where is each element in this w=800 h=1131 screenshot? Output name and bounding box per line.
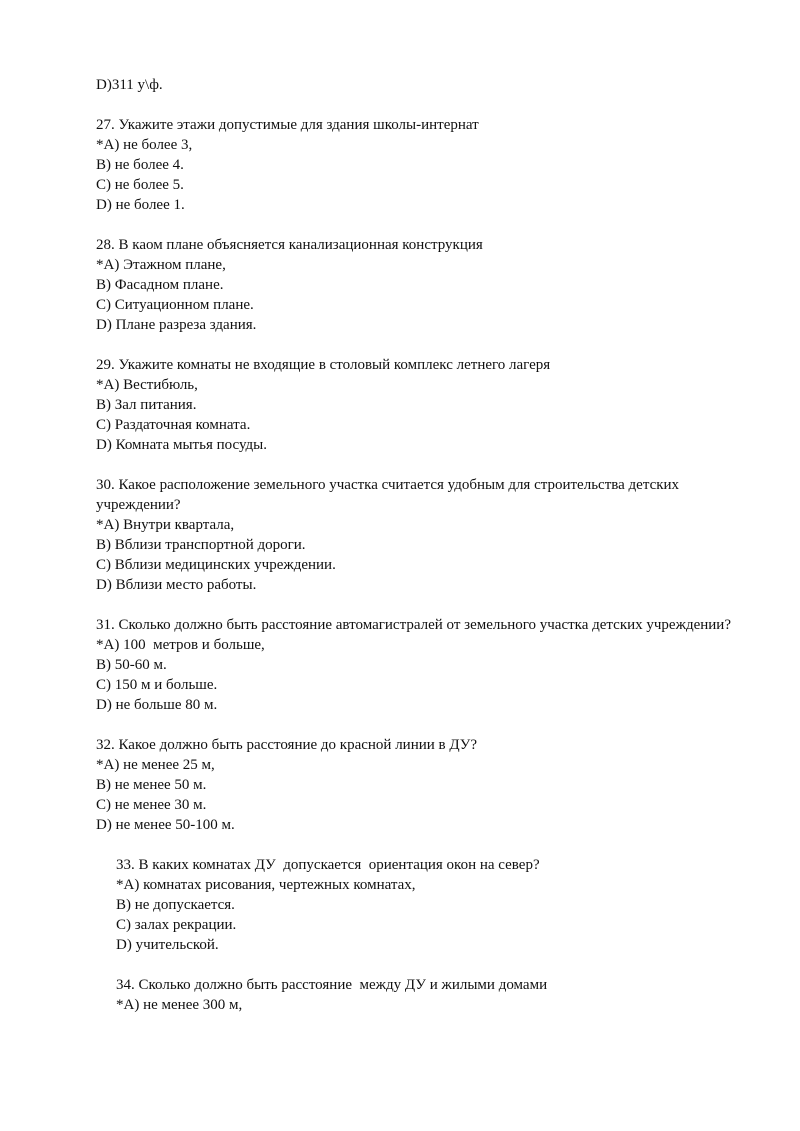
question-text: 27. Укажите этажи допустимые для здания школы-интернат xyxy=(96,117,479,133)
option-a: *A) не менее 300 м, xyxy=(116,997,243,1013)
question-text: 30. Какое расположение земельного участка считается удобным для строительства детских учреждении? xyxy=(96,477,683,513)
option-a: *A) Вестибюль, xyxy=(96,377,198,393)
option-d: D) не более 1. xyxy=(96,197,185,213)
option-b: B) 50-60 м. xyxy=(96,657,167,673)
question-block-34 xyxy=(96,975,736,1015)
question-block-27 xyxy=(96,115,736,215)
option-d: D) Плане разреза здания. xyxy=(96,317,257,333)
option-b: B) не более 4. xyxy=(96,157,184,173)
question-block-32 xyxy=(96,735,736,835)
option-c: C) залах рекрации. xyxy=(116,917,237,933)
option-c: C) не более 5. xyxy=(96,177,184,193)
option-b: B) Вблизи транспортной дороги. xyxy=(96,537,306,553)
option-d: D) не менее 50-100 м. xyxy=(96,817,235,833)
option-a: *A) не более 3, xyxy=(96,137,193,153)
question-text: 32. Какое должно быть расстояние до красной линии в ДУ? xyxy=(96,737,478,753)
option-a: *A) Внутри квартала, xyxy=(96,517,235,533)
question-text: 28. В каом плане объясняется канализационная конструкция xyxy=(96,237,483,253)
option-c: C) Раздаточная комната. xyxy=(96,417,251,433)
question-text: 33. В каких комнатах ДУ допускается ориентация окон на север? xyxy=(116,857,540,873)
option-d: D) Вблизи место работы. xyxy=(96,577,257,593)
option-c: C) Вблизи медицинских учреждении. xyxy=(96,557,336,573)
document-page xyxy=(96,75,736,1035)
option-c: C) Ситуационном плане. xyxy=(96,297,254,313)
option-c: C) 150 м и больше. xyxy=(96,677,218,693)
option-b: B) Фасадном плане. xyxy=(96,277,224,293)
option-a: *A) 100 метров и больше, xyxy=(96,637,265,653)
option-a: *A) не менее 25 м, xyxy=(96,757,215,773)
option-d: D) не больше 80 м. xyxy=(96,697,218,713)
question-block-28 xyxy=(96,235,736,335)
option-d: D) учительской. xyxy=(116,937,219,953)
question-block-30 xyxy=(96,475,736,595)
option-b: B) не допускается. xyxy=(116,897,235,913)
option-a: *A) Этажном плане, xyxy=(96,257,226,273)
option-b: B) Зал питания. xyxy=(96,397,197,413)
question-text: 31. Сколько должно быть расстояние автомагистралей от земельного участка детских учреждении? xyxy=(96,617,731,633)
question-block-33 xyxy=(96,855,736,955)
question-block-29 xyxy=(96,355,736,455)
option-b: B) не менее 50 м. xyxy=(96,777,207,793)
option-d: D) Комната мытья посуды. xyxy=(96,437,267,453)
question-block-31 xyxy=(96,615,736,715)
question-text: 34. Сколько должно быть расстояние между ДУ и жилыми домами xyxy=(116,977,548,993)
carry-over-option: D)311 у\ф. xyxy=(96,77,163,93)
option-a: *A) комнатах рисования, чертежных комнатах, xyxy=(116,877,416,893)
carry-over-block xyxy=(96,75,736,95)
option-c: C) не менее 30 м. xyxy=(96,797,207,813)
question-text: 29. Укажите комнаты не входящие в столовый комплекс летнего лагеря xyxy=(96,357,551,373)
